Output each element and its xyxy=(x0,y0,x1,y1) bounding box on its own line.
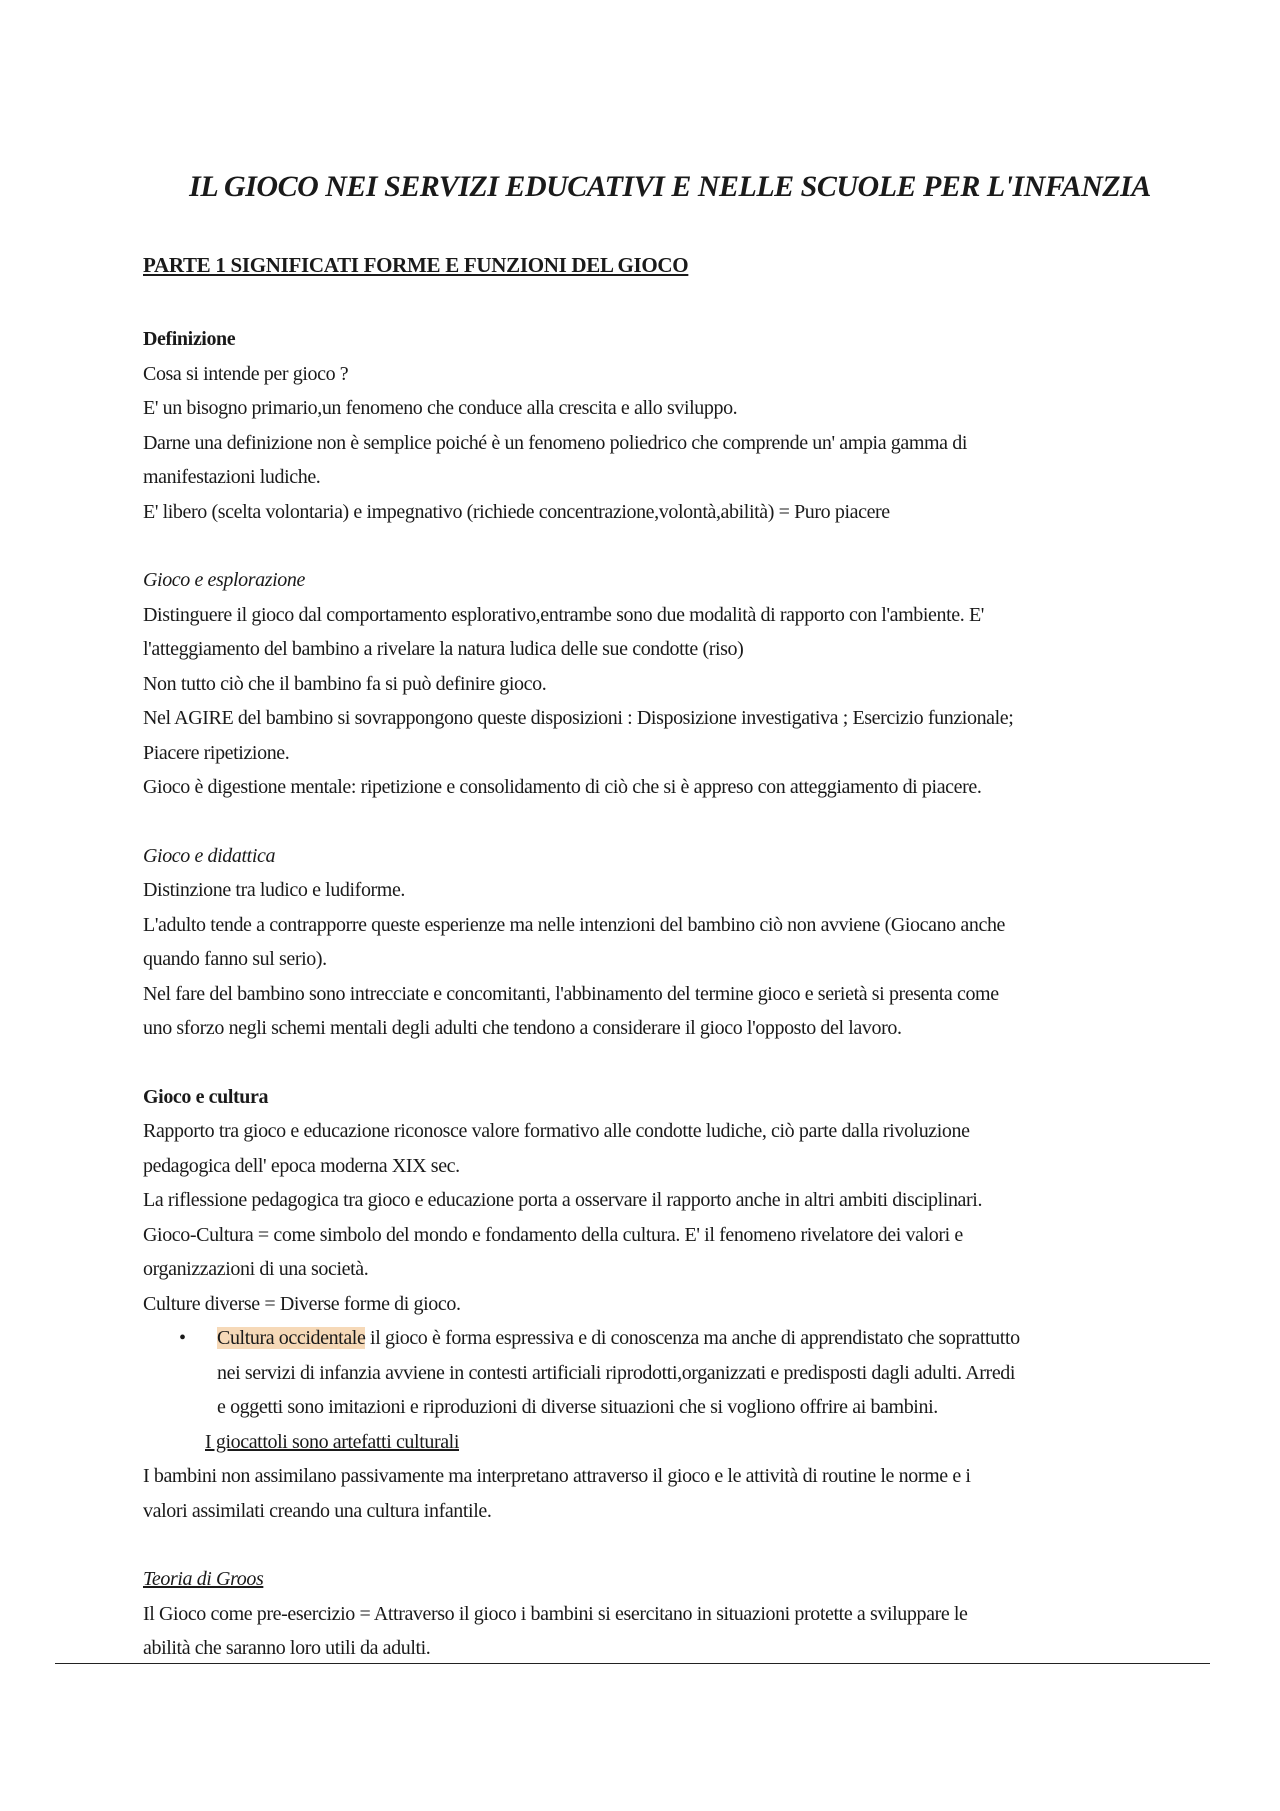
section-heading-didattica: Gioco e didattica xyxy=(143,844,276,867)
document-body xyxy=(143,322,1123,1666)
highlighted-text: Cultura occidentale xyxy=(217,1327,366,1349)
paragraph-line: Gioco è digestione mentale: ripetizione e consolidamento di ciò che si è appreso con atteggiamento di piacere. xyxy=(143,776,982,798)
paragraph-line: Distinguere il gioco dal comportamento esplorativo,entrambe sono due modalità di rapporto con l'ambiente. E' xyxy=(143,603,984,626)
paragraph-line: Culture diverse = Diverse forme di gioco. xyxy=(143,1292,461,1315)
paragraph-line: Rapporto tra gioco e educazione riconosce valore formativo alle condotte ludiche, ciò parte dalla rivoluzione xyxy=(143,1120,970,1142)
paragraph-line: E' libero (scelta volontaria) e impegnativo (richiede concentrazione,volontà,abilità) = Puro piacere xyxy=(143,500,890,523)
section-esplorazione xyxy=(143,563,1123,805)
bullet-text: il gioco è forma espressiva e di conoscenza ma anche di apprendistato che soprattutto xyxy=(365,1327,1020,1349)
bullet-icon: • xyxy=(179,1327,186,1349)
section-didattica xyxy=(143,839,1123,1046)
paragraph-line: I bambini non assimilano passivamente ma interpretano attraverso il gioco e le attività di routine le norme e i xyxy=(143,1465,971,1487)
paragraph-line: manifestazioni ludiche. xyxy=(143,466,321,488)
paragraph-line: Non tutto ciò che il bambino fa si può definire gioco. xyxy=(143,672,547,695)
section-definizione xyxy=(143,322,1123,529)
section-gap xyxy=(143,529,1123,563)
paragraph-line: organizzazioni di una società. xyxy=(143,1258,369,1280)
section-gap xyxy=(143,1046,1123,1080)
paragraph-line: E' un bisogno primario,un fenomeno che conduce alla crescita e allo sviluppo. xyxy=(143,397,738,419)
section-groos xyxy=(143,1562,1123,1666)
paragraph-line: Il Gioco come pre-esercizio = Attraverso il gioco i bambini si esercitano in situazioni protette a sviluppare le xyxy=(143,1602,968,1625)
part-heading: PARTE 1 SIGNIFICATI FORME E FUNZIONI DEL GIOCO xyxy=(143,253,689,277)
paragraph-line: uno sforzo negli schemi mentali degli adulti che tendono a considerare il gioco l'opposto del lavoro. xyxy=(143,1017,902,1039)
section-heading-esplorazione: Gioco e esplorazione xyxy=(143,569,305,591)
bullet-line xyxy=(217,1321,1123,1356)
paragraph-line: Gioco-Cultura = come simbolo del mondo e fondamento della cultura. E' il fenomeno rivelatore dei valori e xyxy=(143,1223,963,1246)
bullet-item xyxy=(143,1321,1123,1425)
bullet-line: e oggetti sono imitazioni e riproduzioni di diverse situazioni che si vogliono offrire ai bambini. xyxy=(217,1396,938,1418)
paragraph-line: l'atteggiamento del bambino a rivelare la natura ludica delle sue condotte (riso) xyxy=(143,638,744,660)
paragraph-line: La riflessione pedagogica tra gioco e educazione porta a osservare il rapporto anche in altri ambiti disciplinari. xyxy=(143,1189,983,1211)
paragraph-line: valori assimilati creando una cultura infantile. xyxy=(143,1499,492,1522)
paragraph-line: quando fanno sul serio). xyxy=(143,948,327,970)
toys-line: I giocattoli sono artefatti culturali xyxy=(205,1430,459,1453)
paragraph-line: Piacere ripetizione. xyxy=(143,741,290,764)
paragraph-line: Cosa si intende per gioco ? xyxy=(143,362,349,385)
footer-divider xyxy=(55,1663,1210,1664)
paragraph-line: Nel AGIRE del bambino si sovrappongono queste disposizioni : Disposizione investigativa ; Esercizio funzionale; xyxy=(143,707,1014,729)
document-title: IL GIOCO NEI SERVIZI EDUCATIVI E NELLE SCUOLE PER L'INFANZIA xyxy=(189,170,1151,203)
paragraph-line: Darne una definizione non è semplice poiché è un fenomeno poliedrico che comprende un' ampia gamma di xyxy=(143,431,967,454)
section-heading-definizione: Definizione xyxy=(143,328,236,350)
section-heading-groos: Teoria di Groos xyxy=(143,1568,264,1590)
paragraph-line: L'adulto tende a contrapporre queste esperienze ma nelle intenzioni del bambino ciò non avviene (Giocano anche xyxy=(143,913,1006,936)
paragraph-line: abilità che saranno loro utili da adulti. xyxy=(143,1637,431,1659)
bullet-line: nei servizi di infanzia avviene in contesti artificiali riprodotti,organizzati e predisposti dagli adulti. Arredi xyxy=(217,1361,1016,1384)
section-gap xyxy=(143,805,1123,839)
section-heading-cultura: Gioco e cultura xyxy=(143,1085,269,1108)
paragraph-line: pedagogica dell' epoca moderna XIX sec. xyxy=(143,1154,460,1177)
section-cultura xyxy=(143,1080,1123,1529)
section-gap xyxy=(143,1528,1123,1562)
paragraph-line: Nel fare del bambino sono intrecciate e concomitanti, l'abbinamento del termine gioco e serietà si presenta come xyxy=(143,982,999,1005)
paragraph-line: Distinzione tra ludico e ludiforme. xyxy=(143,879,406,901)
